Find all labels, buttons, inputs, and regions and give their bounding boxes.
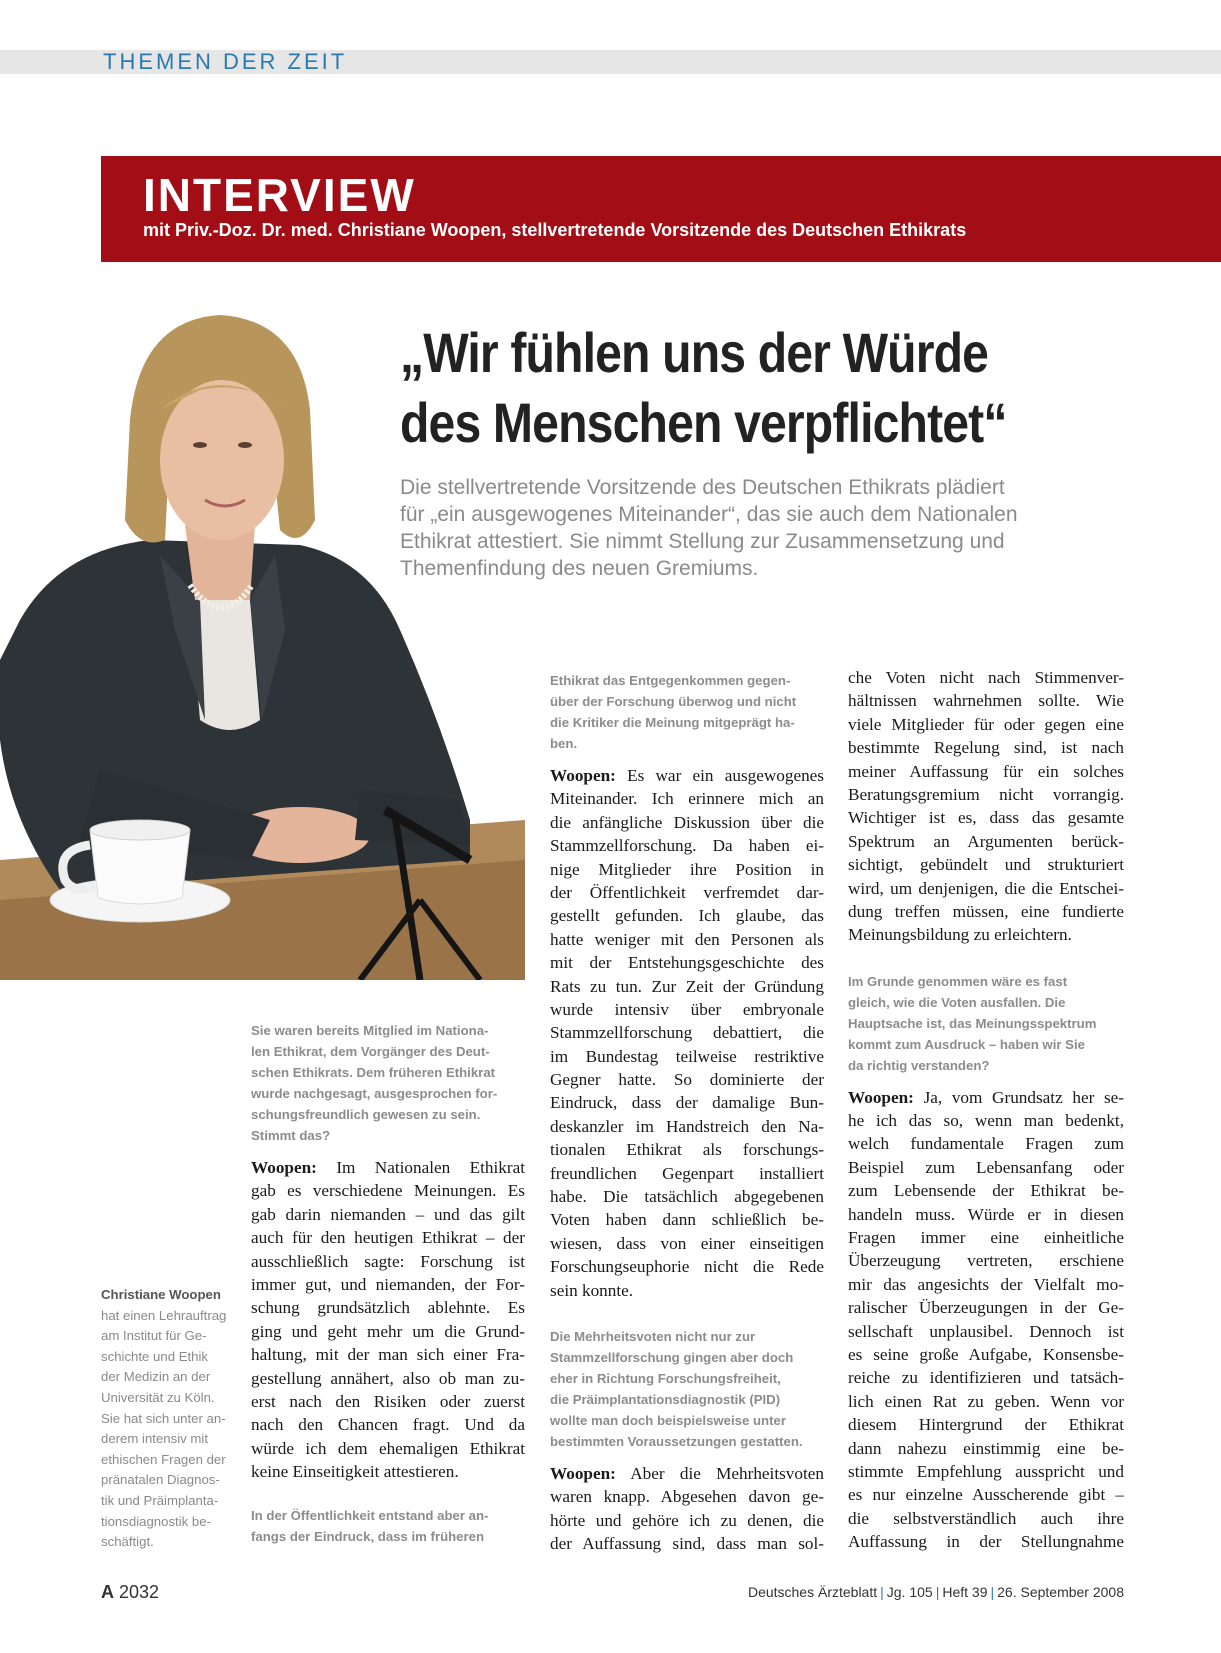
answer-line: ralischer Überzeugungen in der Ge- bbox=[848, 1298, 1124, 1318]
question-line: schen Ethikrats. Dem früheren Ethikrat bbox=[251, 1065, 496, 1080]
answer-line: Miteinander. Ich erinnere mich an bbox=[550, 789, 824, 809]
caption-line: Universität zu Köln. bbox=[101, 1389, 215, 1405]
answer-line: Auffassung in der Stellungnahme bbox=[848, 1532, 1124, 1552]
answer-line: Spektrum an Argumenten berück- bbox=[848, 831, 1124, 851]
answer-line: dung treffen müssen, eine fundierte bbox=[848, 901, 1124, 921]
journal-footer bbox=[748, 1584, 1124, 1600]
caption-line: tik und Präimplanta- bbox=[101, 1492, 219, 1508]
headline bbox=[400, 318, 1088, 458]
answer-line: der Öffentlichkeit verfremdet dar- bbox=[550, 882, 824, 902]
answer-line: wird, um denjenigen, die die Entschei- bbox=[848, 878, 1124, 898]
answer-line bbox=[550, 1462, 824, 1485]
answer-line: auch für den heutigen Ethikrat – der bbox=[251, 1228, 525, 1248]
answer-line: ausschließlich sagte: Forschung ist bbox=[251, 1251, 525, 1271]
answer-line: schung grundsätzlich ablehnte. Es bbox=[251, 1298, 525, 1318]
answer-line: erst nach den Risiken oder zuerst bbox=[251, 1391, 525, 1411]
interview-banner bbox=[101, 156, 1221, 262]
answer-line: hörte und gehöre ich zu denen, die bbox=[550, 1510, 824, 1530]
lead-line: für „ein ausgewogenes Miteinander“, das sie auch dem Nationalen bbox=[400, 503, 1018, 526]
answer-line: Beispiel zum Lebensanfang oder bbox=[848, 1157, 1124, 1177]
answer-line: bestimmte Regelung sind, ist nach bbox=[848, 738, 1124, 758]
question-line: In der Öffentlichkeit entstand aber an- bbox=[251, 1508, 489, 1524]
answer-line bbox=[848, 1086, 1124, 1109]
page-number-value: 2032 bbox=[119, 1582, 160, 1602]
speaker-label: Woopen: bbox=[550, 1463, 616, 1483]
question-line: eher in Richtung Forschungsfreiheit, bbox=[550, 1370, 781, 1386]
caption-line: schichte und Ethik bbox=[101, 1348, 209, 1364]
lead-line: Die stellvertretende Vorsitzende des Deutschen Ethikrats plädiert bbox=[400, 476, 1005, 499]
caption-line: hat einen Lehrauftrag bbox=[101, 1307, 227, 1323]
question-line: Hauptsache ist, das Meinungsspektrum bbox=[848, 1015, 1097, 1031]
answer-line: sein konnte. bbox=[550, 1280, 634, 1300]
answer-line: zum Lebensende der Ethikrat be- bbox=[848, 1181, 1124, 1201]
answer-line: der Auffassung sind, dass man sol- bbox=[550, 1534, 824, 1554]
question-4 bbox=[848, 971, 1124, 1076]
answer-line: hältnissen wahrnehmen sollte. Wie bbox=[848, 691, 1124, 711]
caption-name: Christiane Woopen bbox=[101, 1287, 221, 1302]
answer-line: Fragen immer eine einheitliche bbox=[848, 1228, 1124, 1248]
question-line: Ethikrat das Entgegenkommen gegen- bbox=[550, 673, 791, 688]
text-column-3 bbox=[848, 666, 1124, 1554]
answer-line: ging und geht mehr um die Grund- bbox=[251, 1321, 525, 1341]
question-line: Stimmt das? bbox=[251, 1128, 331, 1143]
caption-line: am Institut für Ge- bbox=[101, 1328, 207, 1344]
answer-line: wiesen, dass von einer einseitigen bbox=[550, 1233, 824, 1253]
text-column-1 bbox=[251, 1020, 525, 1547]
answer-line: nach den Chancen fragt. Und da bbox=[251, 1415, 525, 1435]
answer-line: che Voten nicht nach Stimmenver- bbox=[848, 668, 1124, 687]
answer-line: Stammzellforschung debattiert, die bbox=[550, 1023, 824, 1043]
answer-line: lich einen Rat zu geben. Wenn vor bbox=[848, 1391, 1124, 1411]
footer-separator: | bbox=[935, 1584, 940, 1600]
answer-line: gab darin niemanden – und das gilt bbox=[251, 1204, 525, 1224]
answer-line: waren knapp. Abgesehen davon ge- bbox=[550, 1487, 824, 1507]
caption-line: tionsdiagnostik be- bbox=[101, 1513, 211, 1529]
banner-title: INTERVIEW bbox=[143, 169, 416, 221]
caption-line: ethischen Fragen der bbox=[101, 1451, 226, 1467]
answer-line bbox=[550, 764, 824, 787]
question-line: bestimmten Voraussetzungen gestatten. bbox=[550, 1433, 803, 1449]
text-column-2 bbox=[550, 670, 824, 1556]
section-label: THEMEN DER ZEIT bbox=[103, 49, 348, 74]
question-line: Im Grunde genommen wäre es fast bbox=[848, 973, 1068, 989]
question-line: ben. bbox=[550, 736, 578, 751]
question-2-end bbox=[550, 670, 824, 754]
answer-line: stimmte Empfehlung ausspricht und bbox=[848, 1461, 1124, 1481]
headline-line: „Wir fühlen uns der Würde bbox=[400, 321, 989, 384]
answer-line: deskanzler im Handstreich den Na- bbox=[550, 1116, 824, 1136]
answer-line: gestellt gefunden. Ich glaube, das bbox=[550, 906, 824, 926]
caption-line: pränatalen Diagnos- bbox=[101, 1472, 220, 1488]
answer-line: Eindruck, dass der damalige Bun- bbox=[550, 1093, 824, 1113]
answer-line: reiche zu identifizieren und tatsäch- bbox=[848, 1368, 1124, 1388]
question-line: len Ethikrat, dem Vorgänger des Deut- bbox=[251, 1044, 490, 1059]
speaker-label: Woopen: bbox=[550, 766, 616, 785]
question-line: gleich, wie die Voten ausfallen. Die bbox=[848, 994, 1066, 1010]
journal-volume: Jg. 105 bbox=[886, 1584, 933, 1600]
speaker-label: Woopen: bbox=[251, 1158, 317, 1177]
question-line: Sie waren bereits Mitglied im Nationa- bbox=[251, 1023, 489, 1038]
answer-line: Meinungsbildung zu erleichtern. bbox=[848, 925, 1072, 945]
journal-name: Deutsches Ärzteblatt bbox=[747, 1584, 878, 1600]
answer-line: Überzeugung vertreten, erschiene bbox=[848, 1251, 1124, 1271]
lead-line: Ethikrat attestiert. Sie nimmt Stellung zur Zusammensetzung und bbox=[400, 530, 1005, 553]
answer-text: Es war ein ausgewogenes bbox=[615, 766, 824, 785]
caption-line: Sie hat sich unter an- bbox=[101, 1410, 226, 1426]
answer-line: habe. Die tatsächlich abgegebenen bbox=[550, 1187, 824, 1207]
lead-line: Themenfindung des neuen Gremiums. bbox=[400, 557, 759, 580]
caption-line: derem intensiv mit bbox=[101, 1431, 209, 1447]
answer-text: Aber die Mehrheitsvoten bbox=[615, 1463, 824, 1483]
answer-line: sellschaft unplausibel. Dennoch ist bbox=[848, 1321, 1124, 1341]
journal-issue: Heft 39 bbox=[942, 1584, 988, 1600]
answer-line: sichtigt, gebündelt und strukturiert bbox=[848, 855, 1124, 875]
answer-line: meiner Auffassung für ein solches bbox=[848, 761, 1124, 781]
answer-line: Stammzellforschung. Da haben ei- bbox=[550, 836, 824, 856]
answer-line: welch fundamentale Fragen zum bbox=[848, 1134, 1124, 1154]
question-line: kommt zum Ausdruck – haben wir Sie bbox=[848, 1036, 1085, 1052]
banner-subtitle: mit Priv.-Doz. Dr. med. Christiane Woopen, stellvertretende Vorsitzende des Deutschen Ethikrats bbox=[143, 220, 967, 240]
answer-line: Rats zu tun. Zur Zeit der Gründung bbox=[550, 976, 824, 996]
page-prefix: A bbox=[101, 1582, 114, 1602]
answer-line bbox=[251, 1156, 525, 1179]
footer-separator: | bbox=[990, 1584, 995, 1600]
question-line: fangs der Eindruck, dass im früheren bbox=[251, 1529, 485, 1545]
question-1 bbox=[251, 1020, 525, 1146]
answer-line: Voten haben dann schließlich be- bbox=[550, 1210, 824, 1230]
caption-line: schäftigt. bbox=[101, 1534, 154, 1550]
footer-separator: | bbox=[880, 1584, 884, 1600]
answer-line: würde ich dem ehemaligen Ethikrat bbox=[251, 1438, 525, 1458]
answer-text: Ja, vom Grundsatz her se- bbox=[913, 1087, 1124, 1107]
answer-line: diesem Hintergrund der Ethikrat bbox=[848, 1415, 1124, 1435]
answer-line: es seine große Aufgabe, Konsensbe- bbox=[848, 1344, 1124, 1364]
answer-line: viele Mitglieder für oder gegen eine bbox=[848, 714, 1124, 734]
journal-date: 26. September 2008 bbox=[997, 1584, 1124, 1600]
question-line: Stammzellforschung gingen aber doch bbox=[550, 1349, 794, 1365]
question-3 bbox=[550, 1326, 824, 1452]
photo-caption bbox=[101, 1285, 241, 1553]
answer-line: die anfängliche Diskussion über die bbox=[550, 812, 824, 832]
answer-line: he ich das so, wenn man bedenkt, bbox=[848, 1111, 1124, 1131]
answer-text: Im Nationalen Ethikrat bbox=[316, 1158, 525, 1177]
question-line: die Präimplantationsdiagnostik (PID) bbox=[550, 1391, 781, 1407]
answer-line: Wichtiger ist es, dass das gesamte bbox=[848, 808, 1124, 828]
question-line: wurde nachgesagt, ausgesprochen for- bbox=[251, 1086, 498, 1101]
answer-line: Beratungsgremium nicht vorrangig. bbox=[848, 784, 1124, 804]
answer-line: nige Mitglieder ihre Position in bbox=[550, 859, 824, 879]
answer-line: dann nahezu einstimmig eine be- bbox=[848, 1438, 1124, 1458]
lead-text bbox=[400, 474, 1100, 582]
question-2-start bbox=[251, 1505, 525, 1547]
page-number bbox=[101, 1582, 159, 1603]
answer-line: keine Einseitigkeit attestieren. bbox=[251, 1462, 459, 1482]
question-line: Die Mehrheitsvoten nicht nur zur bbox=[550, 1328, 756, 1344]
answer-line: es nur einzelne Ausscherende gibt – bbox=[848, 1485, 1124, 1505]
question-line: schungsfreundlich gewesen zu sein. bbox=[251, 1107, 481, 1122]
headline-line: des Menschen verpflichtet“ bbox=[400, 391, 1007, 454]
answer-line: Forschungseuphorie nicht die Rede bbox=[550, 1257, 824, 1277]
answer-line: mit der Entstehungsgeschichte des bbox=[550, 953, 824, 973]
answer-line: haltung, mit der man sich einer Fra- bbox=[251, 1345, 525, 1365]
question-line: die Kritiker die Meinung mitgeprägt ha- bbox=[550, 715, 795, 730]
answer-line: immer gut, und niemanden, der For- bbox=[251, 1274, 525, 1294]
answer-line: gestellung annähert, also ob man zu- bbox=[251, 1368, 525, 1388]
answer-line: Gegner hatte. So dominierte der bbox=[550, 1070, 824, 1090]
answer-line: tionalen Ethikrat als forschungs- bbox=[550, 1140, 824, 1160]
answer-line: wurde intensiv über embryonale bbox=[550, 999, 824, 1019]
question-line: wollte man doch beispielsweise unter bbox=[550, 1412, 786, 1428]
question-line: da richtig verstanden? bbox=[848, 1057, 990, 1073]
speaker-label: Woopen: bbox=[848, 1087, 914, 1107]
answer-line: die selbstverständlich auch ihre bbox=[848, 1508, 1124, 1528]
answer-line: mir das angesichts der Vielfalt mo- bbox=[848, 1274, 1124, 1294]
answer-line: gab es verschiedene Meinungen. Es bbox=[251, 1181, 525, 1201]
answer-line: im Bundestag teilweise restriktive bbox=[550, 1046, 824, 1066]
answer-line: handeln muss. Würde er in diesen bbox=[848, 1204, 1124, 1224]
answer-line: hatte weniger mit den Personen als bbox=[550, 929, 824, 949]
answer-line: freundlichen Gegenpart installiert bbox=[550, 1163, 824, 1183]
question-line: über der Forschung überwog und nicht bbox=[550, 694, 797, 709]
caption-line: der Medizin an der bbox=[101, 1369, 211, 1385]
